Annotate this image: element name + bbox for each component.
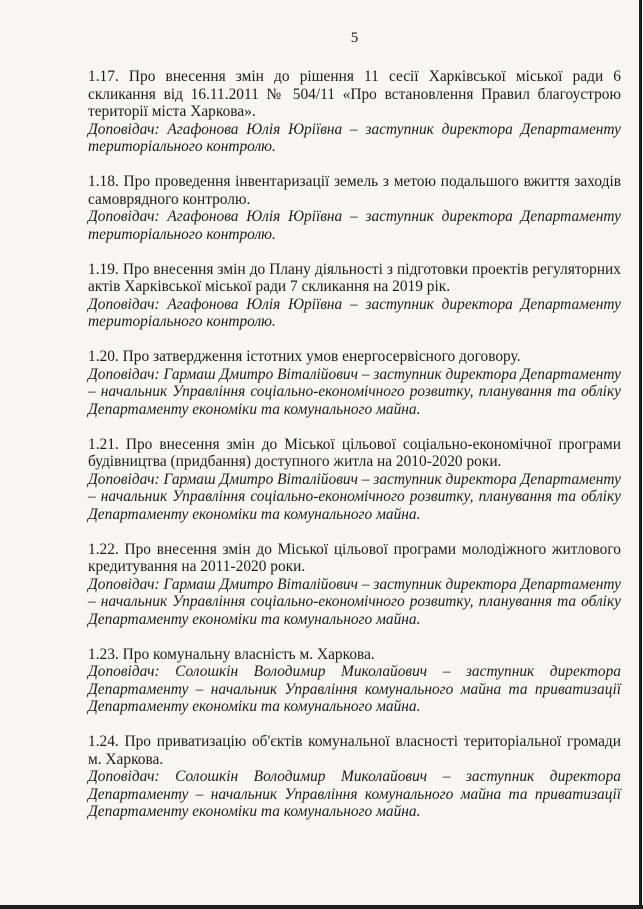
item-speaker: Доповідач: Солошкін Володимир Миколайович – заступник директора Департаменту – начальник Управління комунального майна та приватизації Департаменту економіки та комунального майна. xyxy=(88,663,621,715)
item-speaker: Доповідач: Агафонова Юлія Юріївна – заступник директора Департаменту територіального контролю. xyxy=(88,295,621,330)
item-number: 1.24. xyxy=(88,733,119,750)
agenda-item xyxy=(88,348,621,418)
item-number: 1.17. xyxy=(88,68,119,85)
item-number: 1.20. xyxy=(88,348,119,365)
item-speaker: Доповідач: Агафонова Юлія Юріївна – заступник директора Департаменту територіального контролю. xyxy=(88,208,621,243)
item-speaker: Доповідач: Гармаш Дмитро Віталійович – заступник директора Департаменту – начальник Управління соціально-економічного розвитку, планування та обліку Департаменту економіки та комунального майна. xyxy=(88,365,621,418)
item-speaker: Доповідач: Гармаш Дмитро Віталійович – заступник директора Департаменту – начальник Управління соціально-економічного розвитку, планування та обліку Департаменту економіки та комунального майна. xyxy=(88,575,621,628)
item-title-paragraph xyxy=(88,541,621,576)
item-number: 1.22. xyxy=(88,540,119,558)
item-title-paragraph xyxy=(88,348,621,366)
item-title-paragraph xyxy=(88,733,621,768)
item-number: 1.18. xyxy=(88,173,119,190)
item-speaker: Доповідач: Агафонова Юлія Юріївна – заступник директора Департаменту територіального контролю. xyxy=(88,120,621,155)
agenda-item xyxy=(88,541,621,629)
item-title: Про внесення змін до рішення 11 сесії Харківської міської ради 6 скликання від 16.11.2011 № 504/11 «Про встановлення Правил благоустрою території міста Харкова». xyxy=(88,68,621,120)
item-speaker: Доповідач: Гармаш Дмитро Віталійович – заступник директора Департаменту – начальник Управління соціально-економічного розвитку, планування та обліку Департаменту економіки та комунального майна. xyxy=(88,470,621,523)
item-title-paragraph xyxy=(88,261,621,296)
scan-edge-bottom xyxy=(0,905,643,909)
item-title: Про внесення змін до Плану діяльності з підготовки проектів регуляторних актів Харківської міської ради 7 скликання на 2019 рік. xyxy=(88,260,621,295)
agenda-item xyxy=(88,173,621,243)
item-number: 1.23. xyxy=(88,645,119,663)
item-title: Про внесення змін до Міської цільової програми молодіжного житлового кредитування на 2011-2020 роки. xyxy=(88,540,621,575)
item-speaker: Доповідач: Солошкін Володимир Миколайович – заступник директора Департаменту – начальник Управління комунального майна та приватизації Департаменту економіки та комунального майна. xyxy=(88,768,621,820)
item-title: Про комунальну власність м. Харкова. xyxy=(122,645,375,663)
item-title: Про проведення інвентаризації земель з метою подальшого вжиття заходів самоврядного контролю. xyxy=(88,173,621,208)
page-content xyxy=(88,30,621,838)
agenda-item xyxy=(88,436,621,524)
item-title-paragraph xyxy=(88,68,621,121)
item-title-paragraph xyxy=(88,436,621,471)
agenda-item xyxy=(88,68,621,156)
item-number: 1.19. xyxy=(88,260,119,278)
agenda-item xyxy=(88,261,621,331)
agenda-item xyxy=(88,733,621,821)
page-number: 5 xyxy=(350,30,359,46)
agenda-item xyxy=(88,646,621,716)
item-title-paragraph xyxy=(88,646,621,664)
item-number: 1.21. xyxy=(88,435,119,453)
item-title-paragraph xyxy=(88,173,621,208)
scan-edge-right xyxy=(639,0,642,909)
item-title: Про внесення змін до Міської цільової соціально-економічної програми будівництва (придбання) доступного житла на 2010-2020 роки. xyxy=(88,435,621,470)
item-title: Про затвердження істотних умов енергосервісного договору. xyxy=(122,348,521,365)
item-title: Про приватизацію об'єктів комунальної власності територіальної громади м. Харкова. xyxy=(88,733,621,768)
